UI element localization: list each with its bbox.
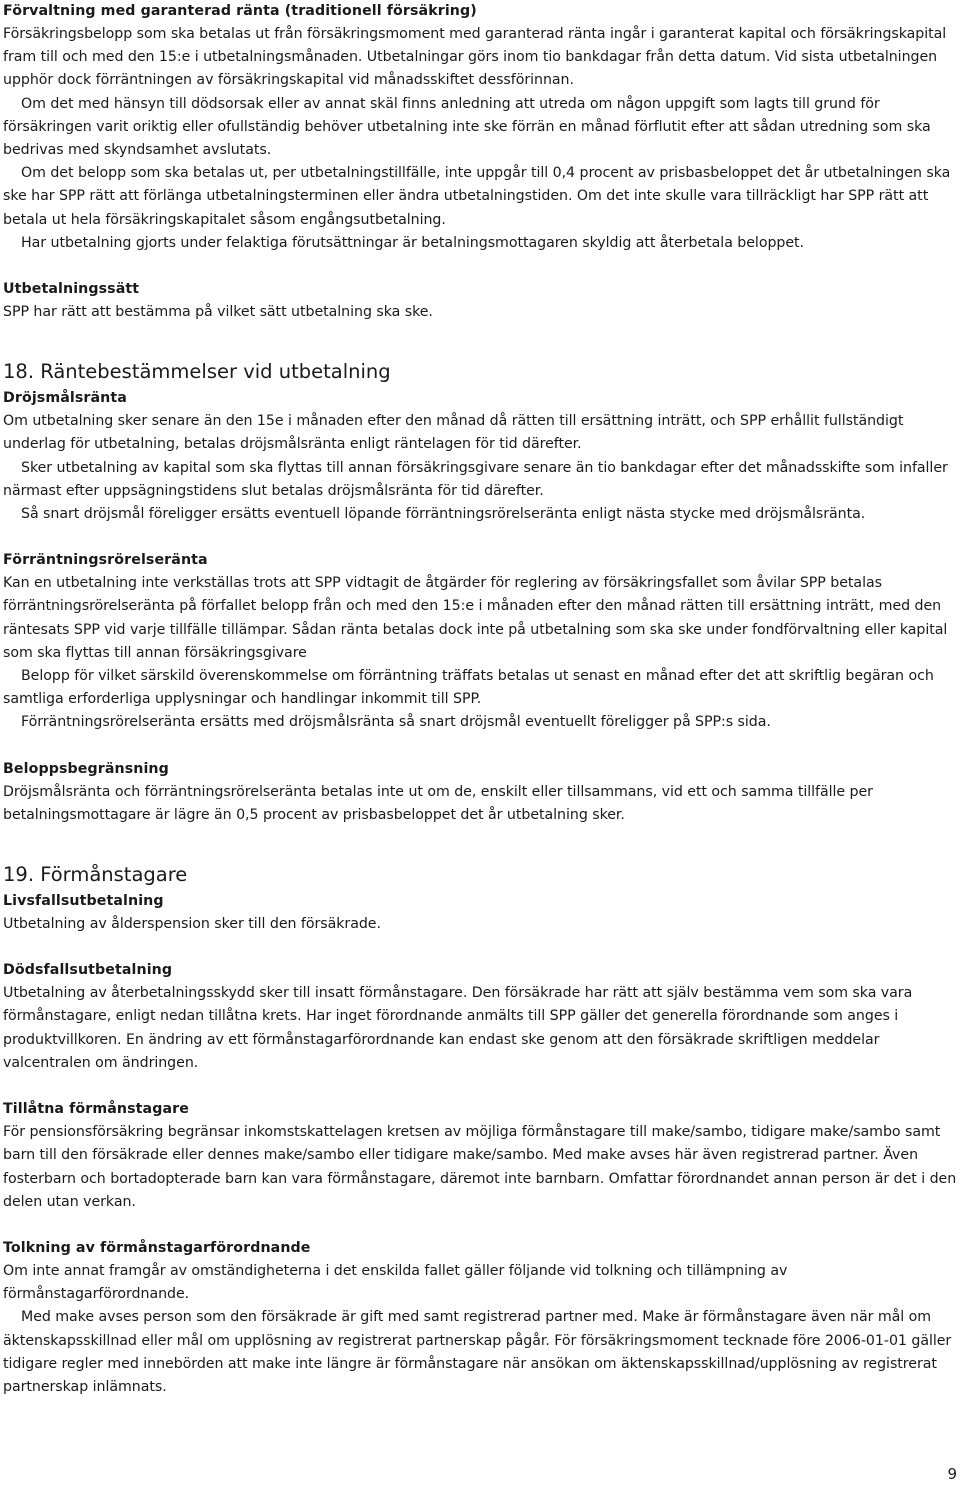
paragraph: Så snart dröjsmål föreligger ersätts eventuell löpande förräntningsrörelseränta enligt nästa stycke med dröjsmålsränta.: [21, 506, 866, 523]
spacer: [3, 324, 958, 357]
section-heading-forvaltning: Förvaltning med garanterad ränta (traditionell försäkring): [3, 3, 477, 19]
paragraph: Belopp för vilket särskild överenskommelse om förräntning träffats betalas ut senast en månad efter det att skriftlig begäran och samtliga erforderliga upplysningar och handlingar inkommit till SPP.: [3, 668, 934, 708]
paragraph: Försäkringsbelopp som ska betalas ut från försäkringsmoment med garanterad ränta ingår i garanterat kapital och försäkringskapital fram till och med den 15:e i utbetalningsmånaden. Utbetalningar görs inom tio bankdagar från detta datum. Vid sista utbetalningen upphör dock förräntningen av försäkringskapital vid månadsskiftet dessförinnan.: [3, 26, 947, 89]
paragraph: Om det belopp som ska betalas ut, per utbetalningstillfälle, inte uppgår till 0,4 procent av prisbasbeloppet det år utbetalningen ska ske har SPP rätt att förlänga utbetalningsterminen eller ändra utbetalningstiden. Om det inte skulle vara tillräckligt har SPP rätt att betala ut hela försäkringskapitalet såsom engångsutbetalning.: [3, 165, 951, 228]
section-heading-tolkning: Tolkning av förmånstagarförordnande: [3, 1239, 311, 1256]
spacer: [3, 526, 958, 549]
paragraph: För pensionsförsäkring begränsar inkomstskattelagen kretsen av möjliga förmånstagare till make/sambo, tidigare make/sambo samt barn till den försäkrade eller dennes make/sambo eller tidigare make/sambo. Med make avses här även registrerad partner. Även fosterbarn och bortadopterade barn kan vara förmånstagare, däremot inte barnbarn. Omfattar förordnandet annan person är det i den delen utan verkan.: [3, 1124, 957, 1210]
paragraph: Sker utbetalning av kapital som ska flyttas till annan försäkringsgivare senare än tio bankdagar efter det månadsskifte som infaller närmast efter uppsägningstidens slut betalas dröjsmålsränta för tid därefter.: [3, 459, 948, 499]
paragraph: Har utbetalning gjorts under felaktiga förutsättningar är betalningsmottagaren skyldig att återbetala beloppet.: [21, 234, 805, 251]
chapter-title-19: 19. Förmånstagare: [3, 863, 188, 887]
section-heading-forrantningsrorelseranta: Förräntningsrörelseränta: [3, 552, 208, 569]
spacer: [3, 735, 958, 758]
section-heading-dodsfallsutbetalning: Dödsfallsutbetalning: [3, 962, 173, 979]
paragraph: Om det med hänsyn till dödsorsak eller av annat skäl finns anledning att utreda om någon uppgift som lagts till grund för försäkringen varit oriktig eller ofullständig behöver utbetalning inte ske förrän en månad förflutit efter att sådan utredning som ska bedrivas med skyndsamhet avslutats.: [3, 95, 931, 159]
spacer: [3, 255, 958, 278]
section-heading-livsfallsutbetalning: Livsfallsutbetalning: [3, 893, 164, 910]
page-number: 9: [947, 1465, 957, 1483]
spacer: [3, 827, 958, 860]
paragraph: Dröjsmålsränta och förräntningsrörelseränta betalas inte ut om de, enskilt eller tillsammans, vid ett och samma tillfälle per betalningsmottagare är lägre än 0,5 procent av prisbasbeloppet det år utbetalning sker.: [3, 783, 873, 823]
paragraph: SPP har rätt att bestämma på vilket sätt utbetalning ska ske.: [3, 304, 433, 321]
spacer: [3, 1214, 958, 1237]
chapter-title-18: 18. Räntebestämmelser vid utbetalning: [3, 360, 391, 384]
section-heading-utbetalningssatt: Utbetalningssätt: [3, 281, 140, 298]
paragraph: Med make avses person som den försäkrade är gift med samt registrerad partner med. Make är förmånstagare även när mål om äktenskapsskillnad eller mål om upplösning av registrerat partnerskap pågår. För försäkringsmoment tecknade före 2006-01-01 gäller tidigare regler med innebörden att make inte längre är förmånstagare när ansökan om äktenskapsskillnad/upplösning av registrerat partnerskap inlämnats.: [3, 1309, 952, 1395]
section-heading-tillatna-formanstagare: Tillåtna förmånstagare: [3, 1101, 189, 1118]
paragraph: Om inte annat framgår av omständigheterna i det enskilda fallet gäller följande vid tolkning och tillämpning av förmånstagarförordnande.: [3, 1262, 788, 1303]
paragraph: Kan en utbetalning inte verkställas trots att SPP vidtagit de åtgärder för reglering av försäkringsfallet som åvilar SPP betalas förräntningsrörelseränta på förfallet belopp från och med den 15:e i månaden efter den månad rätten till ersättning inträtt, med den räntesats SPP vid varje tillfälle tillämpar. Sådan ränta betalas dock inte på utbetalning som ska ske under fondförvaltning eller kapital som ska flyttas till annan försäkringsgivare: [3, 575, 948, 661]
paragraph: Förräntningsrörelseränta ersätts med dröjsmålsränta så snart dröjsmål eventuellt föreligger på SPP:s sida.: [21, 714, 771, 731]
spacer: [3, 936, 958, 959]
paragraph: Utbetalning av ålderspension sker till den försäkrade.: [3, 916, 381, 933]
paragraph: Utbetalning av återbetalningsskydd sker till insatt förmånstagare. Den försäkrade har rätt att själv bestämma vem som ska vara förmånstagare, enligt nedan tillåtna krets. Har inget förordnande anmälts till SPP gäller det generella förordnande som anges i produktvillkoren. En ändring av ett förmånstagarförordnande kan endast ske genom att den försäkrade skriftligen meddelar valcentralen om ändringen.: [3, 985, 913, 1071]
page-content: [3, 0, 958, 1399]
section-heading-beloppsbegransning: Beloppsbegränsning: [3, 760, 169, 777]
spacer: [3, 1075, 958, 1098]
paragraph: Om utbetalning sker senare än den 15e i månaden efter den månad då rätten till ersättning inträtt, och SPP erhållit fullständigt underlag för utbetalning, betalas dröjsmålsränta enligt räntelagen för tid därefter.: [3, 413, 904, 453]
section-heading-drojsmalsranta: Dröjsmålsränta: [3, 390, 127, 407]
